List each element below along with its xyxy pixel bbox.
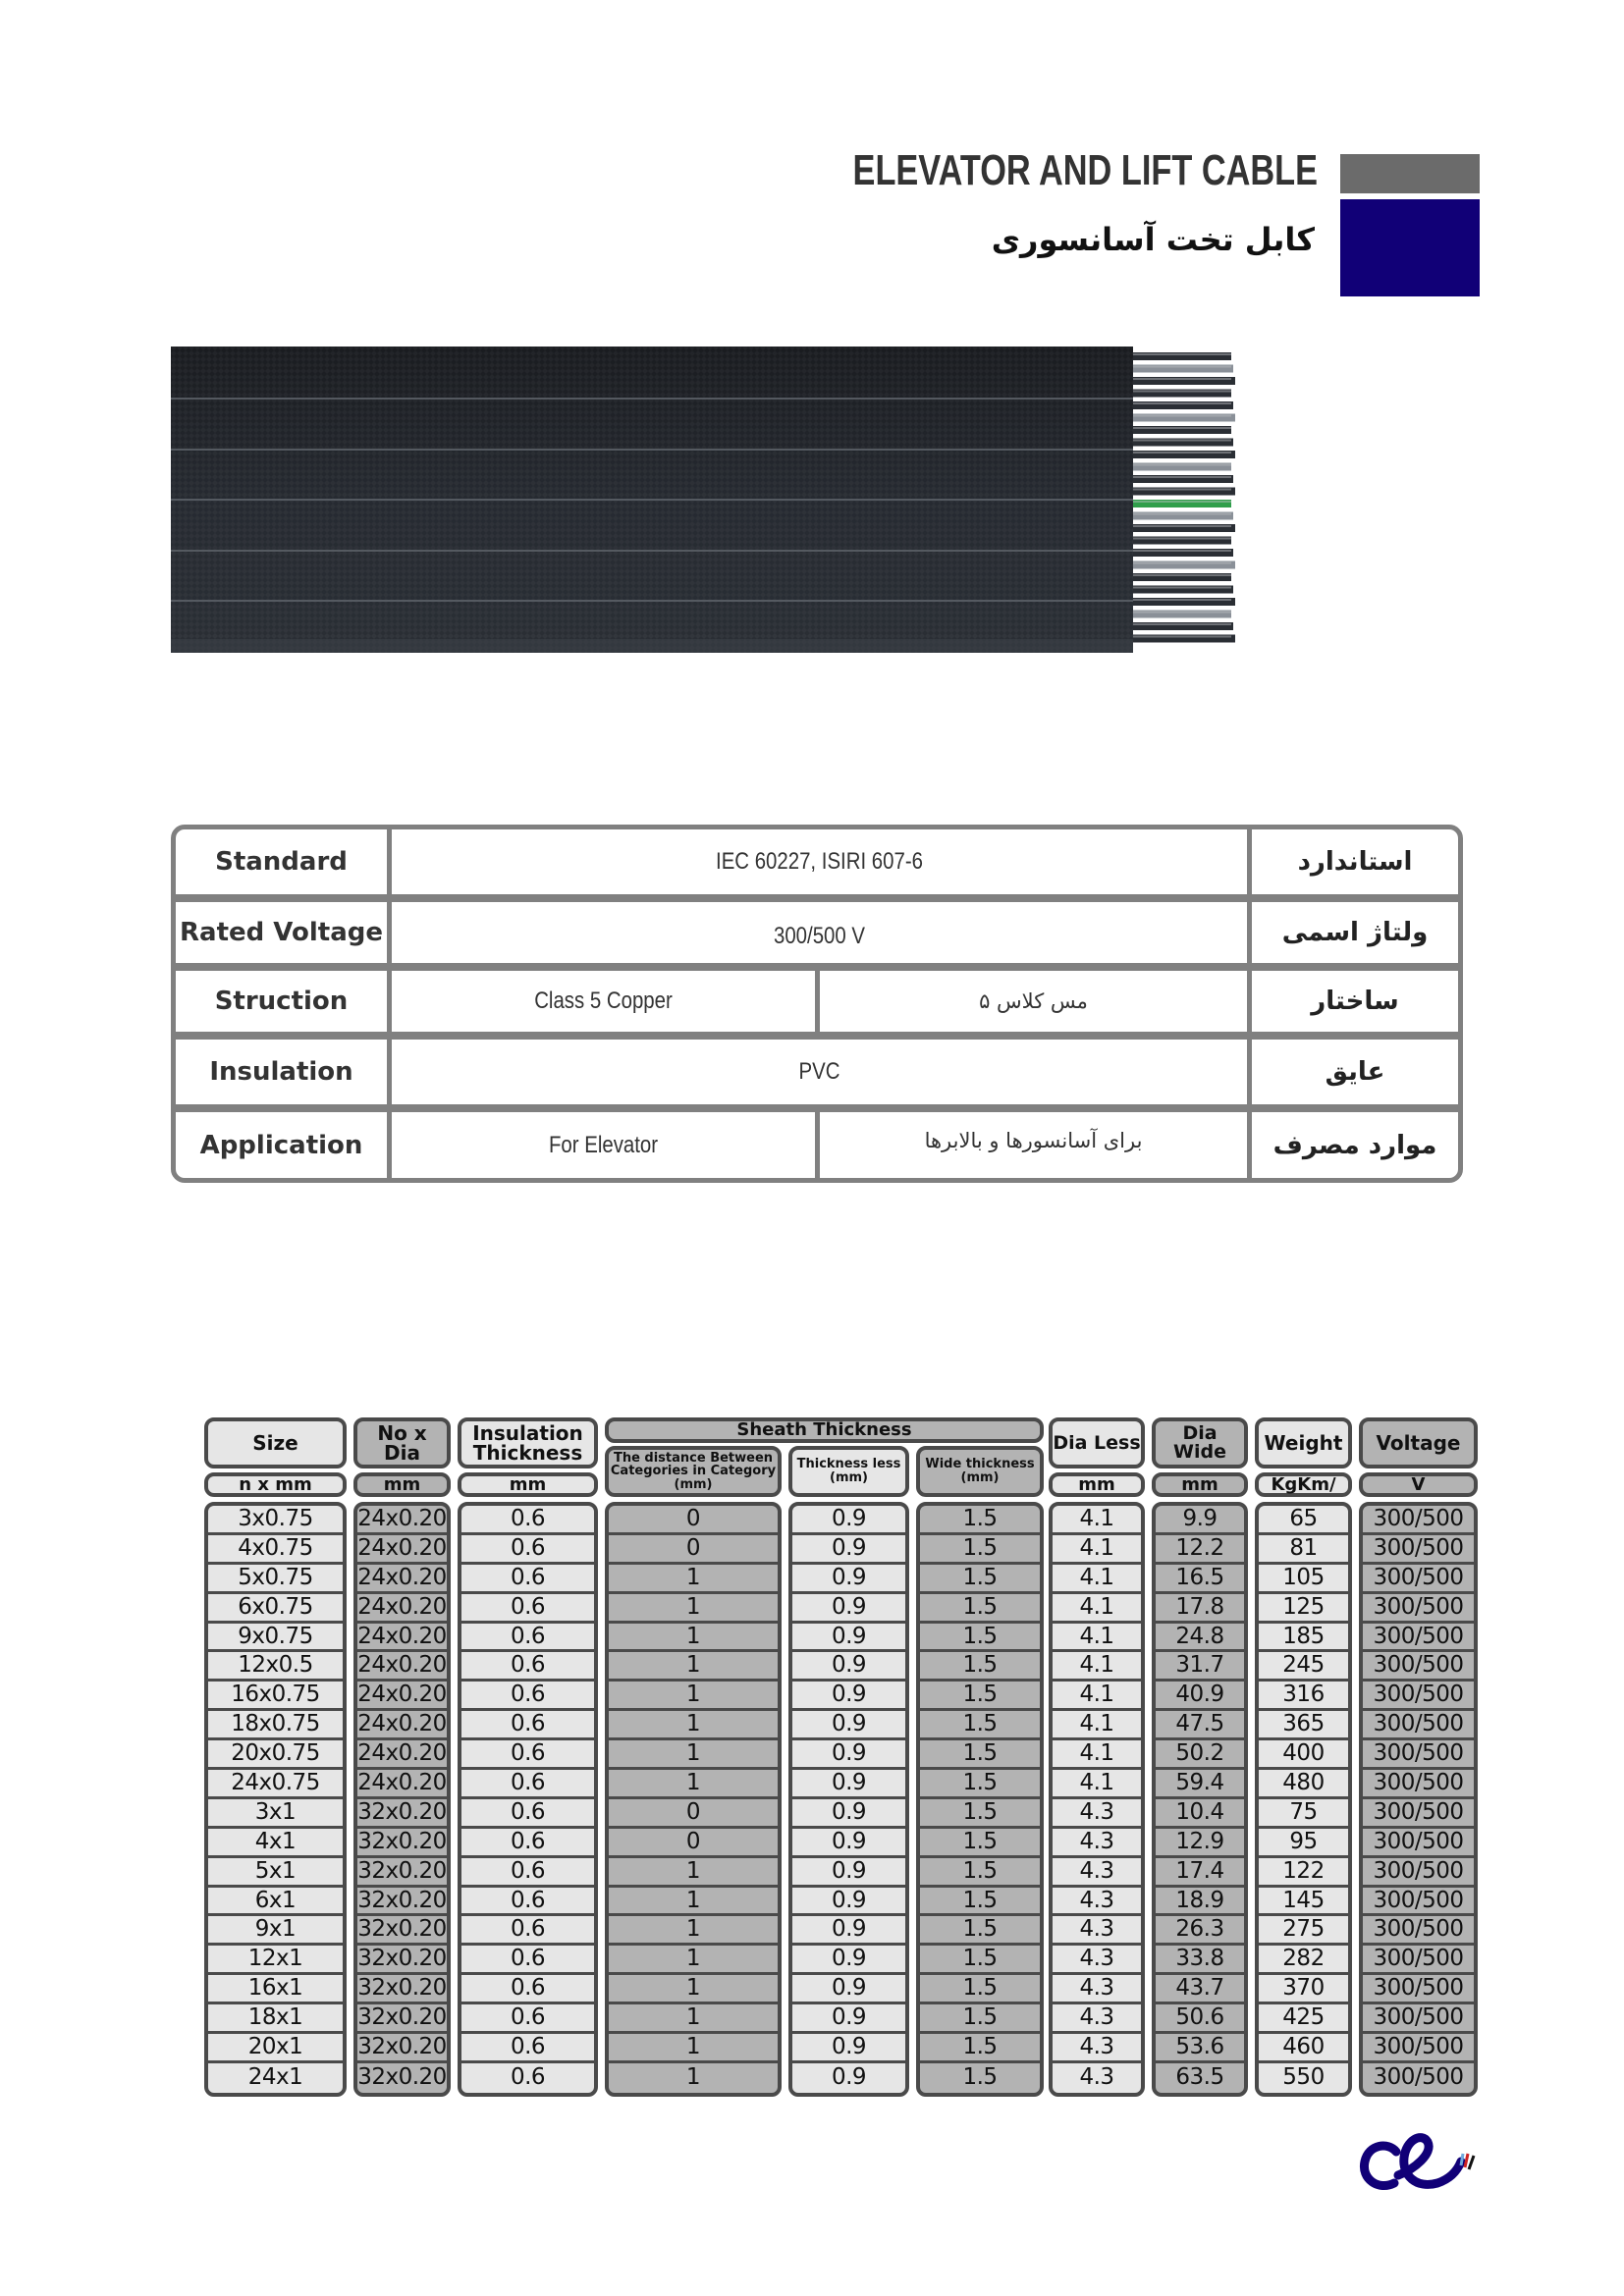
table-cell-dia-less: 4.1 xyxy=(1053,1740,1141,1770)
table-cell-sheath-less: 0.9 xyxy=(792,1946,905,1975)
table-cell-dia-wide: 24.8 xyxy=(1156,1624,1244,1653)
table-cell-voltage: 300/500 xyxy=(1363,1506,1474,1535)
table-cell-weight: 282 xyxy=(1259,1946,1348,1975)
table-cell-size: 24x0.75 xyxy=(208,1770,343,1799)
table-cell-insulation: 0.6 xyxy=(461,1565,594,1594)
company-logo xyxy=(1355,2130,1483,2199)
table-cell-dia-less: 4.3 xyxy=(1053,1975,1141,2004)
table-cell-insulation: 0.6 xyxy=(461,1652,594,1682)
table-cell-dia-wide: 9.9 xyxy=(1156,1506,1244,1535)
table-cell-dia-wide: 53.6 xyxy=(1156,2034,1244,2063)
table-cell-dia-wide: 47.5 xyxy=(1156,1711,1244,1740)
table-cell-weight: 275 xyxy=(1259,1916,1348,1946)
table-cell-no-dia: 32x0.20 xyxy=(357,1946,447,1975)
table-cell-dia-less: 4.3 xyxy=(1053,1858,1141,1888)
spec-label-fa: عایق xyxy=(1325,1057,1385,1087)
table-cell-sheath-dist: 1 xyxy=(609,1740,778,1770)
conductor-highlight xyxy=(1133,476,1231,478)
spec-label-fa: استاندارد xyxy=(1297,847,1413,877)
table-cell-dia-wide: 50.2 xyxy=(1156,1740,1244,1770)
table-cell-size: 18x0.75 xyxy=(208,1711,343,1740)
spec-row-insulation xyxy=(176,1040,1458,1104)
table-cell-no-dia: 24x0.20 xyxy=(357,1594,447,1624)
table-cell-size: 3x1 xyxy=(208,1799,343,1829)
table-cell-size: 20x1 xyxy=(208,2034,343,2063)
table-cell-size: 18x1 xyxy=(208,2004,343,2034)
table-cell-size: 12x1 xyxy=(208,1946,343,1975)
table-cell-sheath-less: 0.9 xyxy=(792,1652,905,1682)
table-cell-dia-wide: 43.7 xyxy=(1156,1975,1244,2004)
header-sheath-distance xyxy=(605,1446,782,1497)
table-cell-sheath-dist: 1 xyxy=(609,1770,778,1799)
table-cell-no-dia: 24x0.20 xyxy=(357,1682,447,1711)
column-dia-less xyxy=(1049,1502,1145,2097)
column-size xyxy=(204,1502,347,2097)
table-cell-sheath-wide: 1.5 xyxy=(920,1652,1040,1682)
table-cell-no-dia: 32x0.20 xyxy=(357,2004,447,2034)
table-cell-size: 20x0.75 xyxy=(208,1740,343,1770)
table-cell-sheath-dist: 0 xyxy=(609,1829,778,1858)
table-cell-weight: 125 xyxy=(1259,1594,1348,1624)
header-sheath-distance-line2: Categories in Category xyxy=(610,1464,777,1479)
table-cell-sheath-less: 0.9 xyxy=(792,1740,905,1770)
header-sheath-wide-line2: (mm) xyxy=(960,1470,1000,1485)
table-cell-sheath-wide: 1.5 xyxy=(920,1799,1040,1829)
table-cell-voltage: 300/500 xyxy=(1363,1594,1474,1624)
table-cell-sheath-dist: 1 xyxy=(609,1594,778,1624)
table-cell-size: 16x1 xyxy=(208,1975,343,2004)
conductor-highlight xyxy=(1133,612,1231,614)
spec-label-fa: موارد مصرف xyxy=(1272,1130,1437,1160)
table-cell-dia-wide: 10.4 xyxy=(1156,1799,1244,1829)
table-cell-sheath-dist: 1 xyxy=(609,1888,778,1917)
table-cell-sheath-wide: 1.5 xyxy=(920,1946,1040,1975)
table-cell-sheath-dist: 1 xyxy=(609,2004,778,2034)
table-cell-voltage: 300/500 xyxy=(1363,1916,1474,1946)
conductor-highlight xyxy=(1133,464,1231,466)
table-cell-insulation: 0.6 xyxy=(461,1975,594,2004)
header-insulation-line2: Thickness xyxy=(472,1441,583,1465)
table-cell-voltage: 300/500 xyxy=(1363,1975,1474,2004)
table-cell-sheath-dist: 1 xyxy=(609,1652,778,1682)
table-cell-sheath-wide: 1.5 xyxy=(920,1682,1040,1711)
table-cell-dia-less: 4.3 xyxy=(1079,2064,1114,2091)
header-sheath-distance-line1: The distance Between xyxy=(613,1450,774,1466)
header-sheath-wide xyxy=(916,1446,1044,1497)
column-no-dia xyxy=(353,1502,451,2097)
header-dia-less: Dia Less xyxy=(1049,1417,1145,1468)
table-cell-sheath-dist: 1 xyxy=(609,1624,778,1653)
table-cell-weight: 122 xyxy=(1259,1858,1348,1888)
conductor-highlight xyxy=(1133,440,1231,442)
table-cell-dia-less: 4.1 xyxy=(1053,1535,1141,1565)
table-cell-sheath-wide: 1.5 xyxy=(920,1711,1040,1740)
table-cell-sheath-wide: 1.5 xyxy=(920,1506,1040,1535)
table-cell-weight: 316 xyxy=(1259,1682,1348,1711)
table-cell-sheath-less: 0.9 xyxy=(792,1799,905,1829)
row-divider xyxy=(176,894,1458,902)
table-cell-dia-less: 4.1 xyxy=(1053,1652,1141,1682)
table-cell-insulation: 0.6 xyxy=(461,1535,594,1565)
header-accent-gray-bar xyxy=(1340,154,1480,193)
table-cell-sheath-wide: 1.5 xyxy=(920,1858,1040,1888)
table-cell-dia-less: 4.1 xyxy=(1053,1682,1141,1711)
table-cell-sheath-less: 0.9 xyxy=(792,1594,905,1624)
table-cell-no-dia: 32x0.20 xyxy=(357,2064,447,2091)
column-dia-wide xyxy=(1152,1502,1248,2097)
column-divider xyxy=(1247,829,1252,1178)
table-cell-sheath-dist: 0 xyxy=(609,1506,778,1535)
header-size: Size xyxy=(204,1417,347,1468)
column-sheath-wide xyxy=(916,1502,1044,2097)
unit-dia-wide: mm xyxy=(1152,1472,1248,1497)
table-cell-sheath-less: 0.9 xyxy=(792,1624,905,1653)
spec-row-rated-voltage xyxy=(176,902,1458,963)
table-cell-size: 4x1 xyxy=(208,1829,343,1858)
table-cell-dia-wide: 50.6 xyxy=(1156,2004,1244,2034)
header-sheath-less xyxy=(788,1446,909,1497)
table-cell-sheath-less: 0.9 xyxy=(831,2064,867,2091)
table-cell-voltage: 300/500 xyxy=(1363,1740,1474,1770)
header-sheath-thickness: Sheath Thickness xyxy=(605,1417,1044,1443)
table-cell-dia-less: 4.3 xyxy=(1053,1946,1141,1975)
table-cell-insulation: 0.6 xyxy=(461,1799,594,1829)
conductor-highlight xyxy=(1133,427,1231,429)
conductor-highlight xyxy=(1133,525,1231,527)
unit-insulation: mm xyxy=(458,1472,598,1497)
table-cell-size: 9x0.75 xyxy=(208,1624,343,1653)
table-cell-dia-less: 4.3 xyxy=(1053,2034,1141,2063)
table-cell-sheath-wide: 1.5 xyxy=(920,1888,1040,1917)
spec-label-en: Application xyxy=(199,1130,363,1160)
table-cell-voltage: 300/500 xyxy=(1373,2064,1464,2091)
table-cell-insulation: 0.6 xyxy=(461,1829,594,1858)
conductor-highlight xyxy=(1133,636,1231,638)
table-cell-weight: 75 xyxy=(1259,1799,1348,1829)
header-sheath-less-line2: (mm) xyxy=(830,1470,868,1485)
table-cell-sheath-less: 0.9 xyxy=(792,1888,905,1917)
table-cell-sheath-dist: 1 xyxy=(609,1946,778,1975)
table-cell-insulation: 0.6 xyxy=(461,1740,594,1770)
table-cell-voltage: 300/500 xyxy=(1363,1946,1474,1975)
conductor-highlight xyxy=(1133,501,1231,503)
header-weight: Weight xyxy=(1255,1417,1352,1468)
table-cell-insulation: 0.6 xyxy=(461,2034,594,2063)
table-cell-no-dia: 32x0.20 xyxy=(357,1799,447,1829)
table-cell-dia-wide: 12.2 xyxy=(1156,1535,1244,1565)
table-cell-voltage: 300/500 xyxy=(1363,1888,1474,1917)
table-cell-size: 16x0.75 xyxy=(208,1682,343,1711)
table-cell-sheath-dist: 1 xyxy=(609,1565,778,1594)
table-cell-dia-less: 4.3 xyxy=(1053,1799,1141,1829)
table-cell-insulation: 0.6 xyxy=(461,2004,594,2034)
table-cell-no-dia: 24x0.20 xyxy=(357,1770,447,1799)
table-cell-weight: 460 xyxy=(1259,2034,1348,2063)
table-cell-no-dia: 24x0.20 xyxy=(357,1711,447,1740)
table-cell-weight: 365 xyxy=(1259,1711,1348,1740)
table-cell-weight: 550 xyxy=(1282,2064,1325,2091)
column-divider xyxy=(815,1112,820,1178)
header-dia-wide: Dia Wide xyxy=(1152,1417,1248,1468)
table-cell-sheath-wide: 1.5 xyxy=(920,1916,1040,1946)
table-cell-insulation: 0.6 xyxy=(461,1858,594,1888)
table-cell-voltage: 300/500 xyxy=(1363,1682,1474,1711)
column-weight xyxy=(1255,1502,1352,2097)
table-cell-sheath-dist: 1 xyxy=(609,1682,778,1711)
column-sheath-distance xyxy=(605,1502,782,2097)
table-cell-sheath-dist: 0 xyxy=(609,1799,778,1829)
table-cell-sheath-wide: 1.5 xyxy=(962,2064,998,2091)
table-cell-dia-less: 4.1 xyxy=(1053,1506,1141,1535)
conductor-highlight xyxy=(1133,538,1231,540)
conductor-highlight xyxy=(1133,452,1231,454)
unit-voltage: V xyxy=(1359,1472,1478,1497)
table-cell-sheath-less: 0.9 xyxy=(792,1975,905,2004)
table-cell-weight: 105 xyxy=(1259,1565,1348,1594)
table-cell-insulation: 0.6 xyxy=(461,1506,594,1535)
table-cell-sheath-wide: 1.5 xyxy=(920,1565,1040,1594)
table-cell-sheath-wide: 1.5 xyxy=(920,1624,1040,1653)
table-cell-sheath-wide: 1.5 xyxy=(920,1975,1040,2004)
table-cell-no-dia: 32x0.20 xyxy=(357,1829,447,1858)
table-cell-weight: 95 xyxy=(1259,1829,1348,1858)
spec-label-en: Rated Voltage xyxy=(180,918,383,947)
table-cell-weight: 245 xyxy=(1259,1652,1348,1682)
table-cell-size: 12x0.5 xyxy=(208,1652,343,1682)
conductor-highlight xyxy=(1133,513,1231,515)
table-cell-sheath-wide: 1.5 xyxy=(920,1594,1040,1624)
row-divider xyxy=(176,963,1458,971)
spec-value-en: Class 5 Copper xyxy=(534,988,673,1014)
table-cell-no-dia: 24x0.20 xyxy=(357,1740,447,1770)
column-insulation xyxy=(458,1502,598,2097)
table-cell-insulation: 0.6 xyxy=(461,1916,594,1946)
page-title-persian: کابل تخت آسانسوری xyxy=(991,221,1315,258)
page-title: ELEVATOR AND LIFT CABLE xyxy=(852,146,1318,194)
spec-label-en: Struction xyxy=(214,987,349,1016)
table-cell-sheath-dist: 1 xyxy=(609,1975,778,2004)
spec-table xyxy=(171,825,1463,1183)
table-cell-sheath-wide: 1.5 xyxy=(920,2034,1040,2063)
table-cell-size: 6x0.75 xyxy=(208,1594,343,1624)
table-cell-sheath-dist: 1 xyxy=(609,1711,778,1740)
table-cell-sheath-wide: 1.5 xyxy=(920,1535,1040,1565)
table-cell-sheath-less: 0.9 xyxy=(792,1770,905,1799)
conductor-highlight xyxy=(1133,489,1231,491)
table-cell-dia-less: 4.1 xyxy=(1053,1565,1141,1594)
table-cell-dia-wide: 59.4 xyxy=(1156,1770,1244,1799)
table-cell-insulation: 0.6 xyxy=(461,1624,594,1653)
table-cell-sheath-dist: 1 xyxy=(609,2034,778,2063)
table-cell-sheath-less: 0.9 xyxy=(792,1506,905,1535)
table-cell-no-dia: 24x0.20 xyxy=(357,1535,447,1565)
ce-cable-logo-icon xyxy=(1355,2130,1483,2199)
table-cell-dia-wide: 40.9 xyxy=(1156,1682,1244,1711)
table-cell-no-dia: 24x0.20 xyxy=(357,1506,447,1535)
table-cell-no-dia: 32x0.20 xyxy=(357,1975,447,2004)
spec-value-en: For Elevator xyxy=(548,1131,659,1158)
conductor-highlight xyxy=(1133,402,1231,404)
table-cell-weight: 145 xyxy=(1259,1888,1348,1917)
spec-value-fa: برای آسانسورها و بالابرها xyxy=(924,1128,1143,1152)
table-cell-sheath-dist: 1 xyxy=(609,1916,778,1946)
table-cell-size: 5x1 xyxy=(208,1858,343,1888)
header-voltage: Voltage xyxy=(1359,1417,1478,1468)
conductor-highlight xyxy=(1133,378,1231,380)
table-cell-dia-wide: 17.8 xyxy=(1156,1594,1244,1624)
table-cell-size: 9x1 xyxy=(208,1916,343,1946)
table-cell-sheath-wide: 1.5 xyxy=(920,1770,1040,1799)
table-cell-sheath-less: 0.9 xyxy=(792,1565,905,1594)
table-cell-voltage: 300/500 xyxy=(1363,1799,1474,1829)
table-cell-dia-wide: 26.3 xyxy=(1156,1916,1244,1946)
table-cell-weight: 480 xyxy=(1259,1770,1348,1799)
table-cell-sheath-wide: 1.5 xyxy=(920,1740,1040,1770)
table-cell-sheath-dist: 1 xyxy=(685,2064,701,2091)
table-cell-no-dia: 24x0.20 xyxy=(357,1652,447,1682)
table-cell-weight: 370 xyxy=(1259,1975,1348,2004)
table-cell-no-dia: 24x0.20 xyxy=(357,1565,447,1594)
table-cell-dia-wide: 63.5 xyxy=(1175,2064,1224,2091)
row-divider xyxy=(176,1032,1458,1040)
header-no-dia: No x Dia xyxy=(353,1417,451,1468)
spec-value: 300/500 V xyxy=(773,923,866,949)
spec-label-en: Insulation xyxy=(209,1057,353,1087)
conductor-highlight xyxy=(1133,623,1231,625)
table-cell-dia-wide: 12.9 xyxy=(1156,1829,1244,1858)
table-cell-voltage: 300/500 xyxy=(1363,1770,1474,1799)
table-cell-dia-less: 4.1 xyxy=(1053,1594,1141,1624)
table-cell-weight: 400 xyxy=(1259,1740,1348,1770)
table-cell-voltage: 300/500 xyxy=(1363,2004,1474,2034)
table-cell-voltage: 300/500 xyxy=(1363,1711,1474,1740)
table-cell-dia-less: 4.3 xyxy=(1053,1829,1141,1858)
table-cell-voltage: 300/500 xyxy=(1363,1858,1474,1888)
conductor-highlight xyxy=(1133,562,1231,564)
table-cell-weight: 65 xyxy=(1259,1506,1348,1535)
spec-label-fa: ساختار xyxy=(1311,987,1399,1016)
table-cell-insulation: 0.6 xyxy=(461,1682,594,1711)
table-cell-no-dia: 32x0.20 xyxy=(357,1888,447,1917)
header-sheath-distance-line3: (mm) xyxy=(674,1476,713,1492)
table-cell-dia-less: 4.1 xyxy=(1053,1624,1141,1653)
table-cell-dia-wide: 16.5 xyxy=(1156,1565,1244,1594)
column-voltage xyxy=(1359,1502,1478,2097)
table-cell-size: 24x1 xyxy=(247,2064,303,2091)
cable-photo xyxy=(171,345,1237,655)
table-cell-voltage: 300/500 xyxy=(1363,1652,1474,1682)
column-divider xyxy=(387,829,392,1178)
table-cell-sheath-less: 0.9 xyxy=(792,2004,905,2034)
table-cell-no-dia: 32x0.20 xyxy=(357,2034,447,2063)
table-cell-size: 5x0.75 xyxy=(208,1565,343,1594)
table-cell-sheath-wide: 1.5 xyxy=(920,1829,1040,1858)
table-cell-dia-less: 4.1 xyxy=(1053,1711,1141,1740)
unit-weight: KgKm/ xyxy=(1255,1472,1352,1497)
column-sheath-less xyxy=(788,1502,909,2097)
table-cell-dia-wide: 18.9 xyxy=(1156,1888,1244,1917)
unit-no-dia: mm xyxy=(353,1472,451,1497)
table-cell-weight: 185 xyxy=(1259,1624,1348,1653)
spec-value-fa: مس کلاس ۵ xyxy=(979,989,1088,1013)
spec-value: IEC 60227, ISIRI 607-6 xyxy=(716,848,923,875)
table-cell-dia-wide: 31.7 xyxy=(1156,1652,1244,1682)
spec-value: PVC xyxy=(798,1058,840,1085)
table-cell-sheath-less: 0.9 xyxy=(792,1916,905,1946)
conductor-highlight xyxy=(1133,587,1231,589)
table-cell-size: 6x1 xyxy=(208,1888,343,1917)
spec-row-standard xyxy=(176,829,1458,894)
table-cell-dia-wide: 17.4 xyxy=(1156,1858,1244,1888)
header-insulation-thickness xyxy=(458,1417,598,1468)
header-sheath-wide-line1: Wide thickness xyxy=(925,1457,1035,1472)
table-cell-sheath-less: 0.9 xyxy=(792,1535,905,1565)
table-cell-sheath-wide: 1.5 xyxy=(920,2004,1040,2034)
conductor-highlight xyxy=(1133,574,1231,576)
table-cell-dia-less: 4.3 xyxy=(1053,2004,1141,2034)
table-cell-insulation: 0.6 xyxy=(461,1946,594,1975)
table-cell-sheath-dist: 1 xyxy=(609,1858,778,1888)
table-cell-weight: 81 xyxy=(1259,1535,1348,1565)
table-cell-sheath-less: 0.9 xyxy=(792,2034,905,2063)
conductor-highlight xyxy=(1133,391,1231,393)
header-accent-blue-block xyxy=(1340,199,1480,296)
table-cell-sheath-less: 0.9 xyxy=(792,1829,905,1858)
unit-size: n x mm xyxy=(204,1472,347,1497)
unit-dia-less: mm xyxy=(1049,1472,1145,1497)
table-cell-no-dia: 24x0.20 xyxy=(357,1624,447,1653)
table-cell-dia-less: 4.1 xyxy=(1053,1770,1141,1799)
table-cell-size: 3x0.75 xyxy=(208,1506,343,1535)
table-cell-sheath-dist: 0 xyxy=(609,1535,778,1565)
table-cell-dia-less: 4.3 xyxy=(1053,1916,1141,1946)
table-cell-voltage: 300/500 xyxy=(1363,1624,1474,1653)
conductor-highlight xyxy=(1133,366,1231,368)
conductor-highlight xyxy=(1133,415,1231,417)
table-cell-insulation: 0.6 xyxy=(461,1770,594,1799)
header-insulation-line1: Insulation xyxy=(472,1421,583,1445)
spec-label-en: Standard xyxy=(215,847,348,877)
table-cell-voltage: 300/500 xyxy=(1363,1535,1474,1565)
table-cell-dia-less: 4.3 xyxy=(1053,1888,1141,1917)
table-cell-voltage: 300/500 xyxy=(1363,2034,1474,2063)
row-divider xyxy=(176,1104,1458,1112)
table-cell-insulation: 0.6 xyxy=(461,1711,594,1740)
table-cell-size: 4x0.75 xyxy=(208,1535,343,1565)
spec-label-fa: ولتاژ اسمی xyxy=(1281,918,1429,947)
header-sheath-less-line1: Thickness less xyxy=(796,1457,901,1472)
table-cell-dia-wide: 33.8 xyxy=(1156,1946,1244,1975)
table-cell-insulation: 0.6 xyxy=(510,2064,546,2091)
table-cell-voltage: 300/500 xyxy=(1363,1565,1474,1594)
table-cell-sheath-less: 0.9 xyxy=(792,1682,905,1711)
table-cell-weight: 425 xyxy=(1259,2004,1348,2034)
conductor-highlight xyxy=(1133,353,1231,355)
table-cell-sheath-less: 0.9 xyxy=(792,1858,905,1888)
table-cell-no-dia: 32x0.20 xyxy=(357,1858,447,1888)
table-cell-sheath-less: 0.9 xyxy=(792,1711,905,1740)
conductor-highlight xyxy=(1133,550,1231,552)
flat-cable-illustration xyxy=(171,345,1237,655)
table-cell-insulation: 0.6 xyxy=(461,1594,594,1624)
table-cell-insulation: 0.6 xyxy=(461,1888,594,1917)
table-cell-no-dia: 32x0.20 xyxy=(357,1916,447,1946)
table-cell-voltage: 300/500 xyxy=(1363,1829,1474,1858)
column-divider xyxy=(815,971,820,1032)
conductor-highlight xyxy=(1133,599,1231,601)
